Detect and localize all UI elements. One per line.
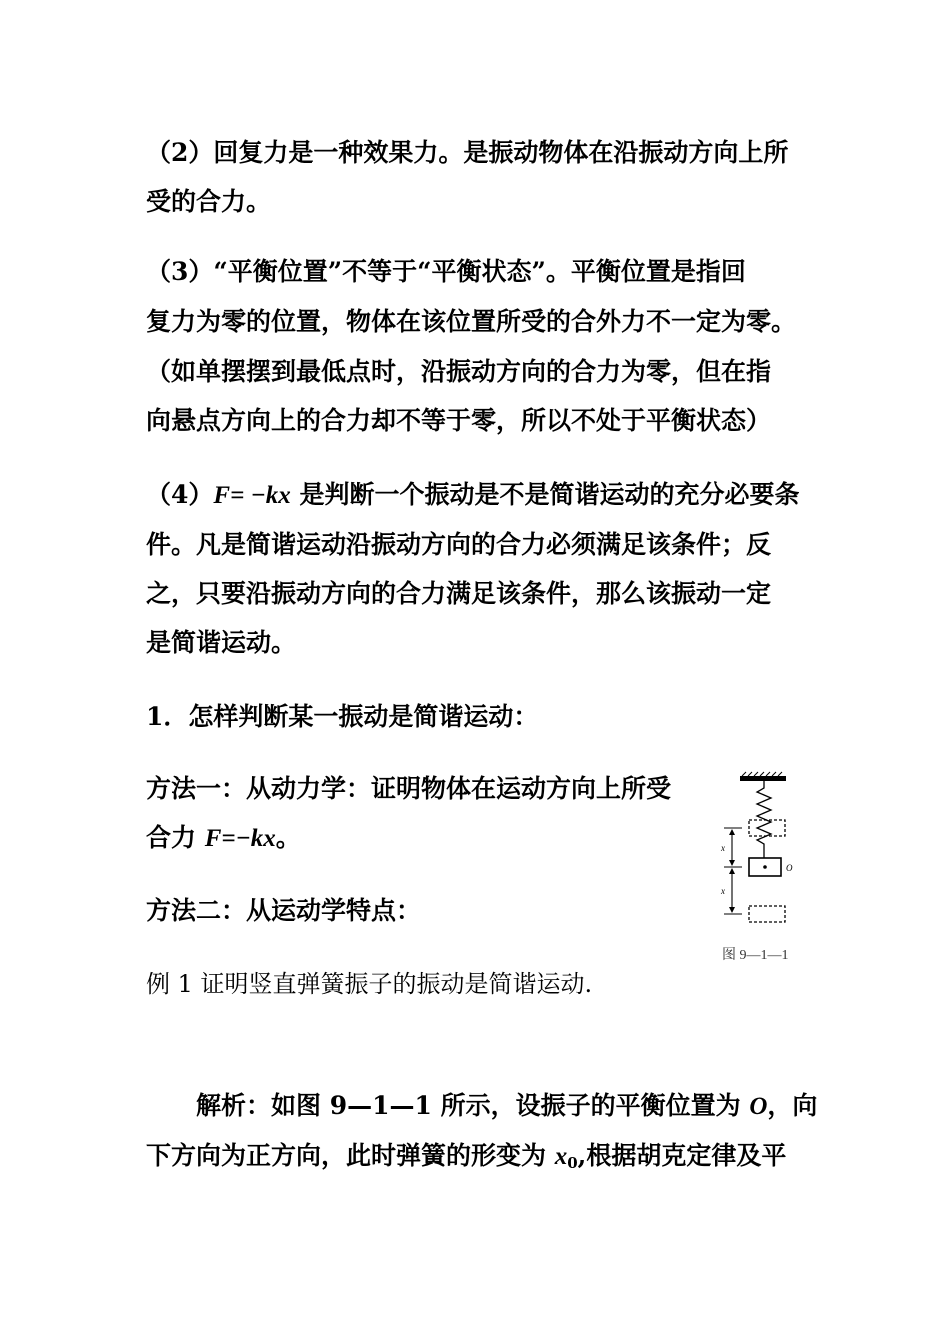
lower-position-box	[749, 906, 785, 922]
solution-line-1: 解析：如图 9—1—1 所示，设振子的平衡位置为 O，向	[196, 1091, 818, 1120]
figure-caption: 图 9—1—1	[722, 948, 789, 963]
label-o: O	[786, 863, 793, 873]
spring-oscillator-figure	[712, 770, 812, 930]
mass-center-dot	[763, 865, 767, 869]
p4-line-4: 是简谐运动。	[146, 628, 297, 657]
label-x-top: x	[721, 843, 725, 853]
p3-line-2: 复力为零的位置，物体在该位置所受的合外力不一定为零。	[146, 307, 797, 336]
ceiling-icon	[740, 772, 786, 781]
p3-line-1: （3）“平衡位置”不等于“平衡状态”。平衡位置是指回	[146, 257, 746, 286]
item-1-heading: 1．怎样判断某一振动是简谐运动：	[146, 702, 539, 731]
example-1: 例 1 证明竖直弹簧振子的振动是简谐运动.	[146, 970, 593, 998]
label-x-bottom: x	[721, 886, 725, 896]
p4-line-2: 件。凡是简谐运动沿振动方向的合力必须满足该条件；反	[146, 530, 772, 559]
formula-f-kx: F= −kx	[213, 482, 291, 509]
p2-line-2: 受的合力。	[146, 187, 272, 216]
p4-prefix: （4）	[146, 480, 214, 509]
dimension-arrows	[724, 828, 742, 914]
upper-position-box	[749, 820, 785, 836]
p4-line-1-rest: 是判断一个振动是不是简谐运动的充分必要条	[290, 480, 800, 509]
p2-line-1: （2）回复力是一种效果力。是振动物体在沿振动方向上所	[146, 138, 789, 167]
method-1-line-2: 合力 F=−kx。	[146, 823, 301, 852]
p4-line-1	[146, 479, 799, 512]
method-1-line-1: 方法一：从动力学：证明物体在运动方向上所受	[146, 774, 672, 803]
formula-f-minus-kx: F=−kx	[204, 825, 276, 852]
p4-line-3: 之，只要沿振动方向的合力满足该条件，那么该振动一定	[146, 579, 772, 608]
p3-line-4: 向悬点方向上的合力却不等于零，所以不处于平衡状态）	[146, 406, 772, 435]
x0-var: x	[554, 1143, 568, 1170]
solution-line-2: 下方向为正方向，此时弹簧的形变为 $x_0$,根据胡克定律及平	[146, 1141, 787, 1172]
method-2: 方法二：从运动学特点：	[146, 896, 422, 925]
point-o: O	[749, 1093, 768, 1120]
p3-line-3: （如单摆摆到最低点时，沿振动方向的合力为零，但在指	[146, 357, 772, 386]
